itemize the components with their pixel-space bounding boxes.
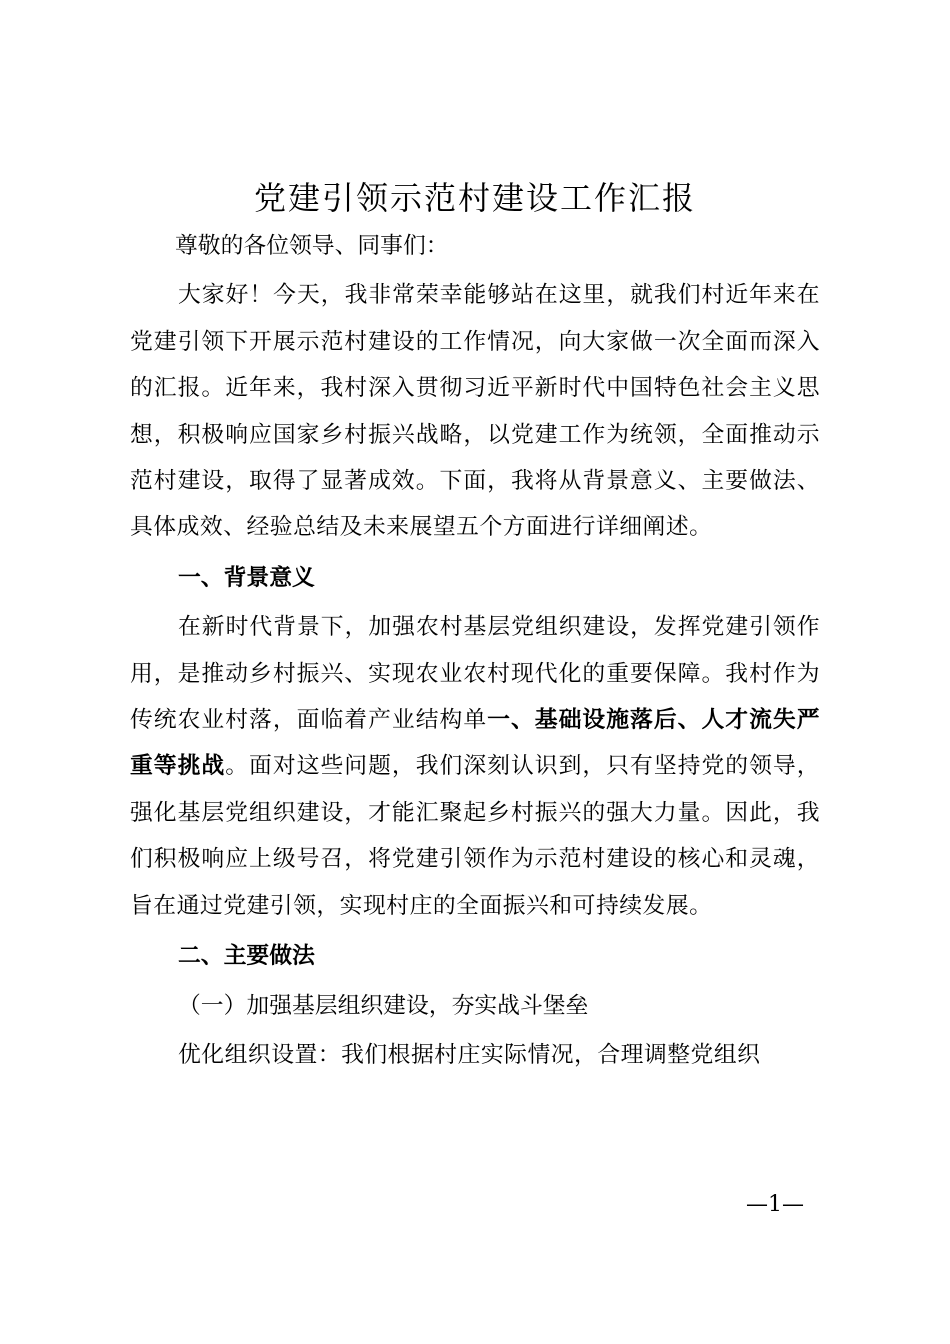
background-paragraph: [130, 604, 820, 929]
section-heading-background: 一、背景意义: [178, 564, 315, 591]
organization-paragraph: 优化组织设置：我们根据村庄实际情况，合理调整党组织: [178, 1041, 761, 1068]
intro-paragraph: 大家好！今天，我非常荣幸能够站在这里，就我们村近年来在党建引领下开展示范村建设的工作情况，向大家做一次全面而深入的汇报。近年来，我村深入贯彻习近平新时代中国特色社会主义思想，积极响应国家乡村振兴战略，以党建工作为统领，全面推动示范村建设，取得了显著成效。下面，我将从背景意义、主要做法、具体成效、经验总结及未来展望五个方面进行详细阐述。: [130, 282, 820, 541]
background-text-before: 在新时代背景下，加强农村基层党组织建设，发挥党建引领作用，是推动乡村振兴、实现农业农村现代化的重要保障。我村作为传统农业村落，面临着产业结构单: [130, 614, 820, 734]
background-text-after: 。面对这些问题，我们深刻认识到，只有坚持党的领导，强化基层党组织建设，才能汇聚起乡村振兴的强大力量。因此，我们积极响应上级号召，将党建引领作为示范村建设的核心和灵魂，旨在通过党建引领，实现村庄的全面振兴和可持续发展。: [130, 753, 821, 919]
salutation: 尊敬的各位领导、同事们：: [175, 233, 449, 259]
document-title: 党建引领示范村建设工作汇报: [253, 179, 696, 217]
section-heading-methods: 二、主要做法: [178, 943, 315, 970]
background-text-bold: 一、基础设施落后、人才流失严重等挑战: [130, 707, 821, 780]
subsection-heading-organization: （一）加强基层组织建设，夯实战斗堡垒: [178, 992, 589, 1019]
document-body: [130, 223, 820, 1078]
page-number: —1—: [746, 1192, 804, 1217]
